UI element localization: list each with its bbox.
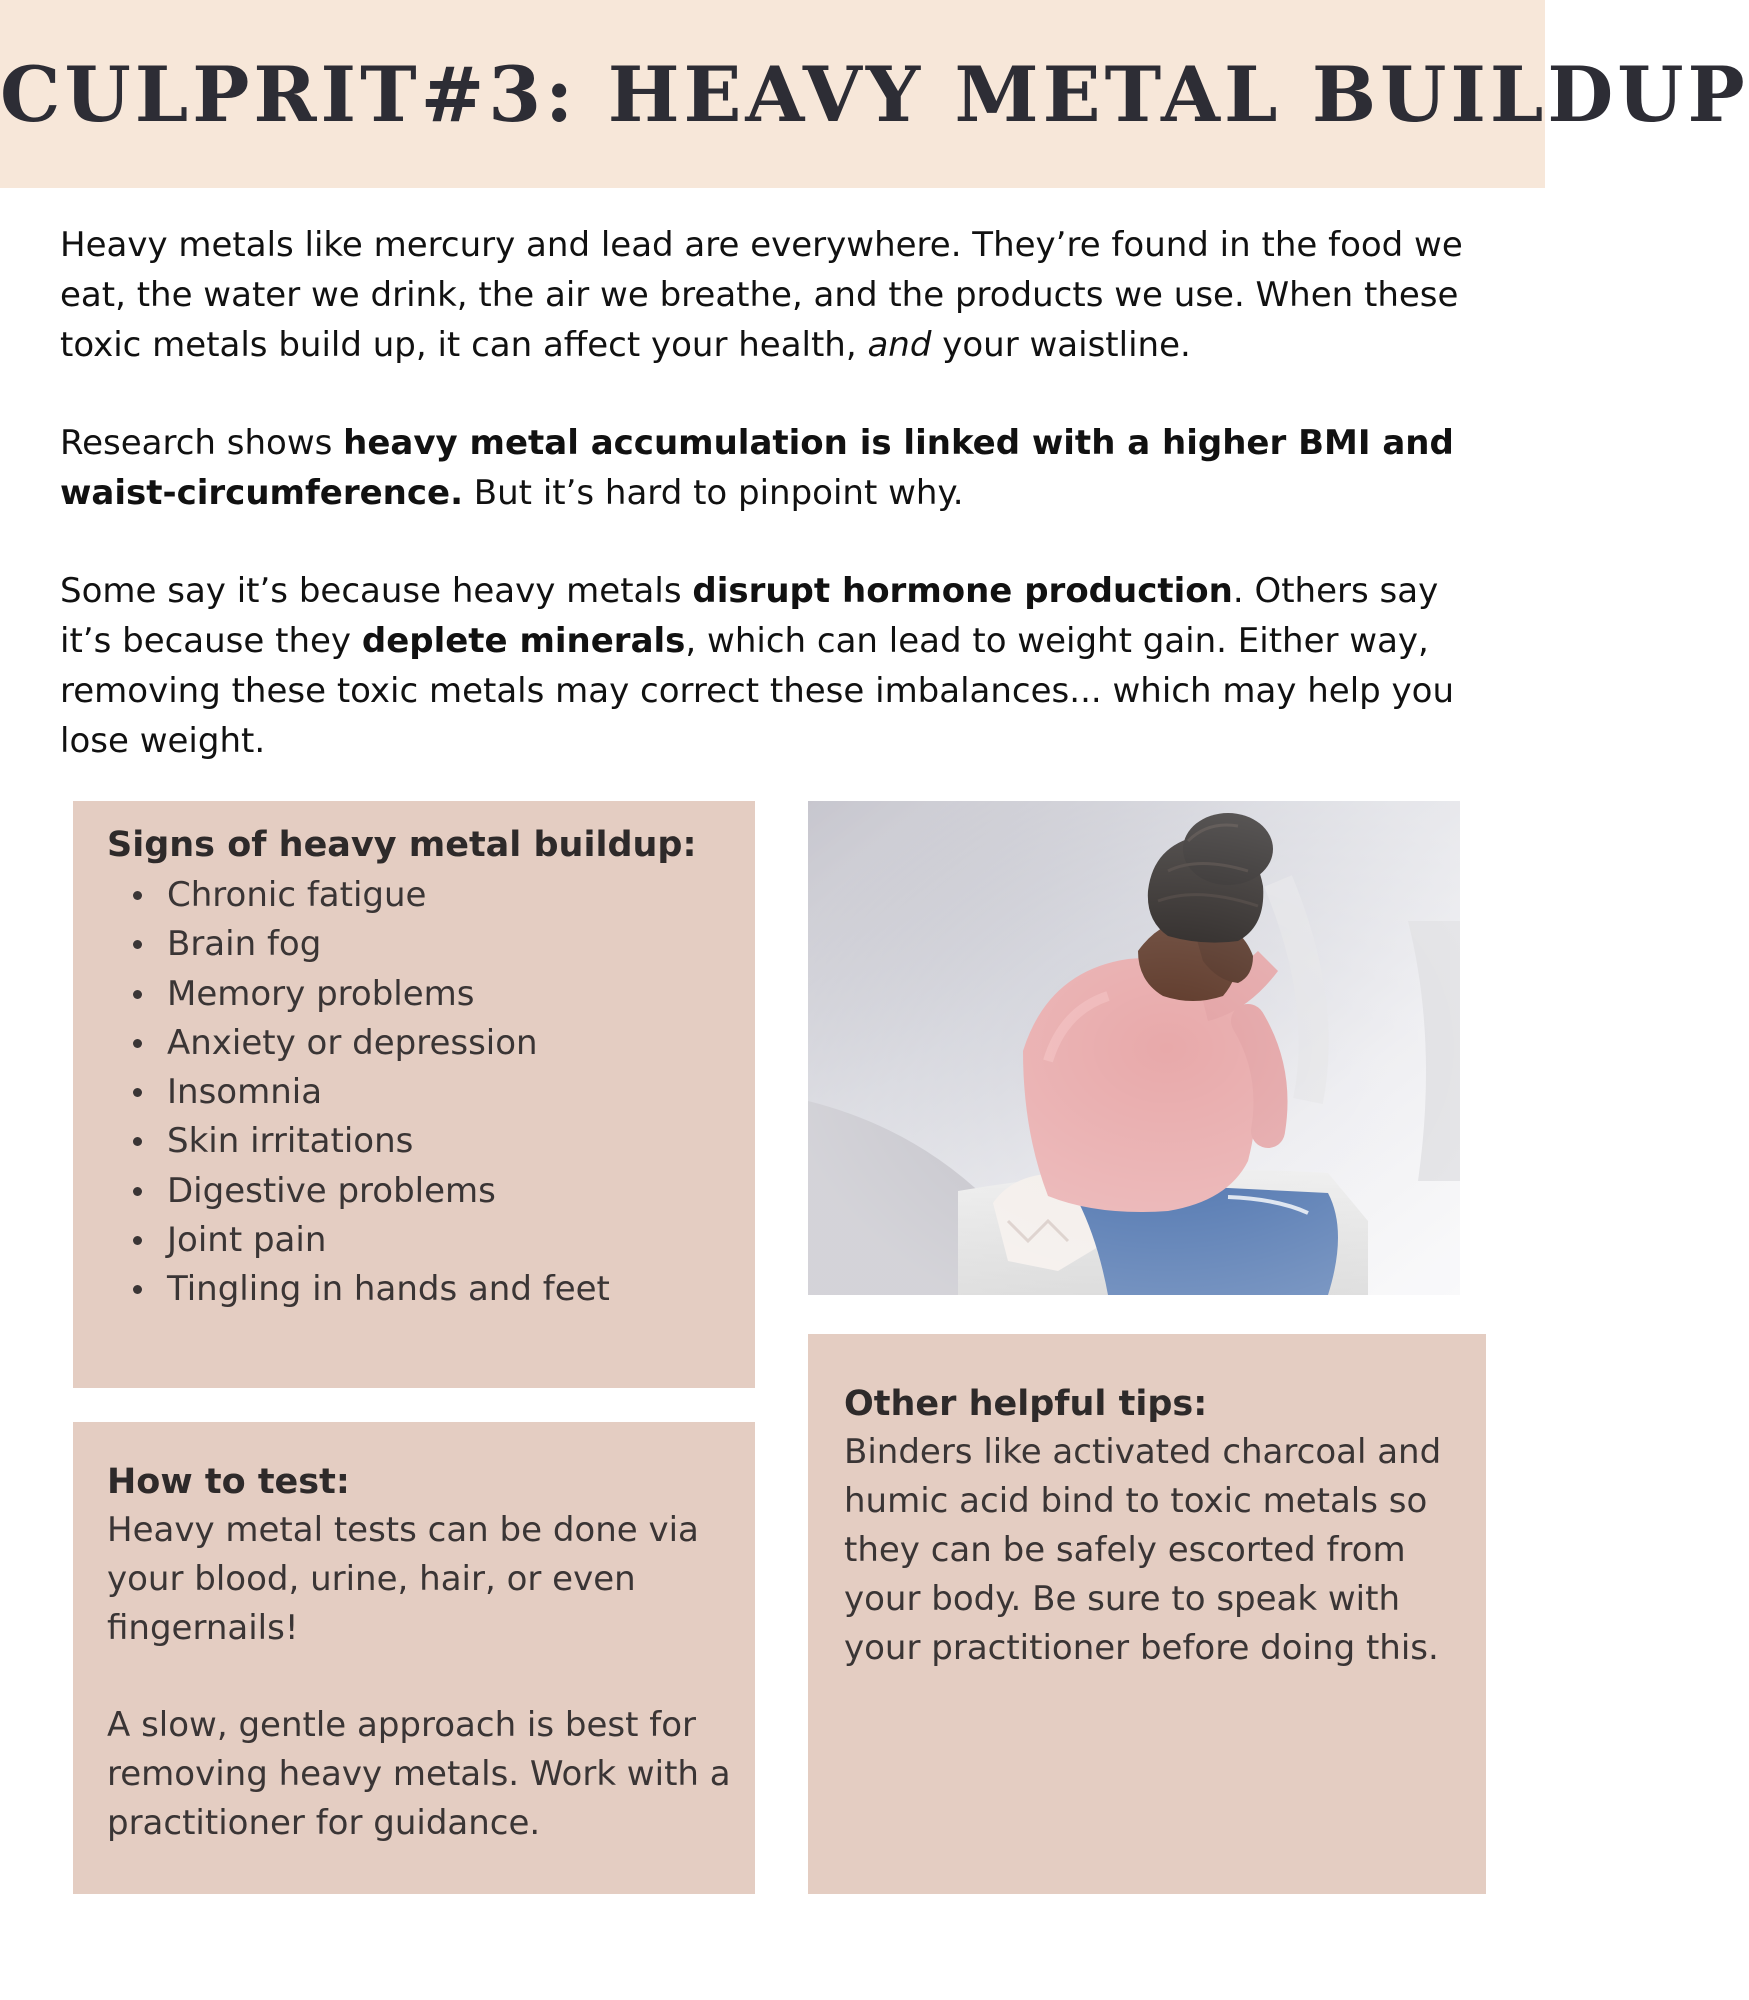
list-item <box>133 1167 735 1216</box>
signs-card <box>73 801 755 1388</box>
bullet-icon <box>133 990 142 999</box>
intro-paragraph-2 <box>60 418 1490 518</box>
list-item-text: Joint pain <box>167 1220 327 1261</box>
header-banner <box>0 0 1749 188</box>
list-item-text: Anxiety or depression <box>167 1022 538 1063</box>
list-item-text: Chronic fatigue <box>167 875 427 915</box>
intro-section <box>60 220 1490 814</box>
list-item-text: Brain fog <box>167 924 322 965</box>
bullet-icon <box>133 1285 142 1294</box>
bullet-icon <box>133 1187 142 1196</box>
bullet-icon <box>133 1137 142 1146</box>
photo-illustration <box>808 801 1460 1295</box>
intro-p2-text-b: But it’s hard to pinpoint why. <box>463 473 964 513</box>
intro-p3-bold-2: deplete minerals <box>361 621 686 661</box>
bullet-icon <box>133 1236 142 1245</box>
bullet-icon <box>133 1039 142 1048</box>
tips-body: Binders like activated charcoal and humic acid bind to toxic metals so they can be safely escorted from your body. Be sure to speak with your practitioner before doing this. <box>844 1432 1442 1668</box>
intro-p3-text-b: . Others say it’s because they <box>60 571 1439 661</box>
intro-p1-text-a: Heavy metals like mercury and lead are everywhere. They’re found in the food we eat, the water we drink, the air we breathe, and the products we use. When these toxic metals build up, it can affect your health, <box>60 225 1463 365</box>
intro-paragraph-3 <box>60 566 1490 766</box>
intro-p3-bold-1: disrupt hormone production <box>692 571 1233 611</box>
list-item-text: Memory problems <box>167 973 475 1014</box>
list-item <box>133 1019 735 1068</box>
list-item <box>133 970 735 1019</box>
list-item-text: Insomnia <box>167 1072 323 1113</box>
bullet-icon <box>133 1088 142 1097</box>
test-card <box>73 1422 755 1894</box>
intro-p2-text-a: Research shows <box>60 423 344 463</box>
list-item-text: Skin irritations <box>167 1121 414 1162</box>
tips-heading: Other helpful tips: <box>844 1384 1208 1424</box>
list-item-text: Digestive problems <box>167 1170 496 1211</box>
stressed-woman-photo <box>808 801 1460 1295</box>
intro-p1-text-b: your waistline. <box>931 325 1191 365</box>
list-item <box>133 1068 735 1117</box>
intro-paragraph-1 <box>60 220 1490 370</box>
bullet-icon <box>133 891 142 900</box>
list-item <box>133 1265 735 1314</box>
intro-p3-text-a: Some say it’s because heavy metals <box>60 571 693 611</box>
tips-card <box>808 1334 1486 1894</box>
list-item <box>133 1216 735 1265</box>
list-item <box>133 920 735 969</box>
test-heading: How to test: <box>107 1462 350 1502</box>
intro-p1-emphasis: and <box>867 325 932 365</box>
page-title: CULPRIT#3: HEAVY METAL BUILDUP <box>0 50 1749 139</box>
signs-heading: Signs of heavy metal buildup: <box>107 825 697 865</box>
intro-p2-bold: heavy metal accumulation is linked with a higher BMI and waist-circumference. <box>60 423 1454 513</box>
test-paragraph-2: A slow, gentle approach is best for removing heavy metals. Work with a practitioner for guidance. <box>107 1705 731 1843</box>
bullet-icon <box>133 940 142 949</box>
signs-list <box>107 871 735 1315</box>
list-item <box>133 1117 735 1166</box>
test-paragraph-1: Heavy metal tests can be done via your blood, urine, hair, or even fingernails! <box>107 1510 699 1648</box>
intro-p3-text-c: , which can lead to weight gain. Either way, removing these toxic metals may correct these imbalances... which may help you lose weight. <box>60 621 1454 761</box>
list-item <box>133 871 735 920</box>
list-item-text: Tingling in hands and feet <box>167 1269 610 1310</box>
